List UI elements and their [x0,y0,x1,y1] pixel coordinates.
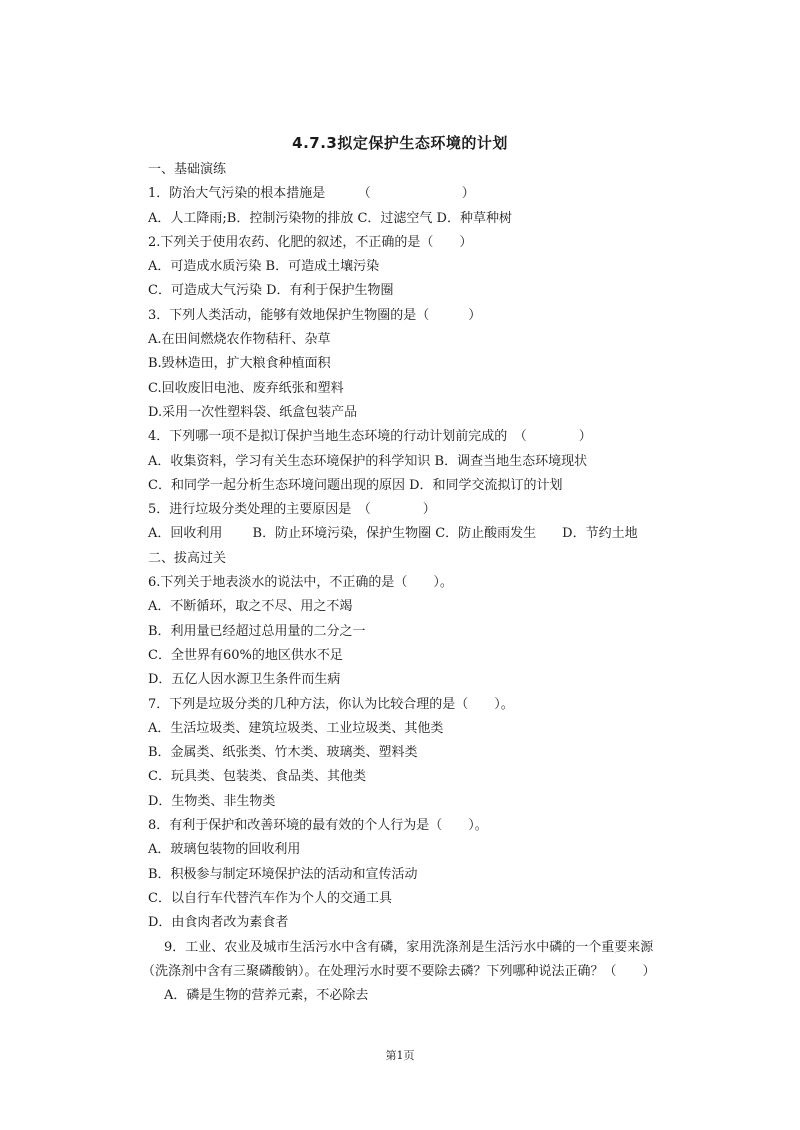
question-list [142,158,688,1008]
text-line: C．以自行车代替汽车作为个人的交通工具 [148,890,392,906]
text-line: 一、基础演练 [148,162,227,177]
text-line: B．金属类、纸张类、竹木类、玻璃类、塑料类 [148,745,418,761]
text-line: D．五亿人因水源卫生条件而生病 [148,672,341,688]
text-line: 1．防治大气污染的根本措施是 （ ） [148,186,475,202]
text-line: C．和同学一起分析生态环境问题出现的原因 D．和同学交流拟订的计划 [148,477,563,493]
text-line: 二、拔高过关 [148,550,227,566]
text-line: B．积极参与制定环境保护法的活动和宣传活动 [148,866,418,882]
text-line: A．磷是生物的营养元素，不必除去 [164,988,369,1004]
text-line: A．生活垃圾类、建筑垃圾类、工业垃圾类、其他类 [148,720,444,736]
text-line: A．人工降雨;B．控制污染物的排放 C．过滤空气 D．种草种树 [148,210,512,226]
text-line: C．全世界有60%的地区供水不足 [148,647,343,663]
text-line: D．由食肉者改为素食者 [148,915,289,931]
text-line: 5．进行垃圾分类处理的主要原因是 （ ） [148,502,436,518]
text-line: C．可造成大气污染 D．有利于保护生物圈 [148,283,394,299]
text-line: 7．下列是垃圾分类的几种方法，你认为比较合理的是（ ）。 [148,696,514,712]
text-line: C．玩具类、包装类、食品类、其他类 [148,769,366,785]
text-line: 2.下列关于使用农药、化肥的叙述，不正确的是（ ） [148,234,473,250]
text-line: C.回收废旧电池、废弃纸张和塑料 [148,380,344,396]
text-line: 3．下列人类活动，能够有效地保护生物圈的是（ ） [148,307,482,323]
text-line: A.在田间燃烧农作物秸秆、杂草 [148,332,331,348]
text-line: 8．有利于保护和改善环境的最有效的个人行为是（ ）。 [148,818,488,834]
text-line: B．利用量已经超过总用量的二分之一 [148,623,366,639]
text-line: D.采用一次性塑料袋、纸盒包装产品 [148,404,358,420]
text-line: 6.下列关于地表淡水的说法中，不正确的是（ ）。 [148,575,453,591]
text-line: A．可造成水质污染 B．可造成土壤污染 [148,259,380,275]
text-line: A．玻璃包装物的回收利用 [148,842,301,858]
page-number: 第1页 [385,1049,415,1062]
text-line: B.毁林造田，扩大粮食种植面积 [148,356,331,372]
text-line: 9．工业、农业及城市生活污水中含有磷，家用洗涤剂是生活污水中磷的一个重要来源 [164,939,654,955]
text-line: A．回收利用 B．防止环境污染，保护生物圈 C．防止酸雨发生 D．节约土地 [148,526,638,542]
text-line: （洗涤剂中含有三聚磷酸钠）。在处理污水时要不要除去磷？下列哪种说法正确？（ ） [142,963,656,979]
page-title: 4.7.3拟定保护生态环境的计划 [292,134,508,152]
text-line: A．不断循环，取之不尽、用之不竭 [148,599,353,615]
text-line: D．生物类、非生物类 [148,793,276,809]
text-line: 4．下列哪一项不是拟订保护当地生态环境的行动计划前完成的 （ ） [148,429,592,445]
text-line: A．收集资料，学习有关生态环境保护的科学知识 B．调查当地生态环境现状 [148,453,588,469]
